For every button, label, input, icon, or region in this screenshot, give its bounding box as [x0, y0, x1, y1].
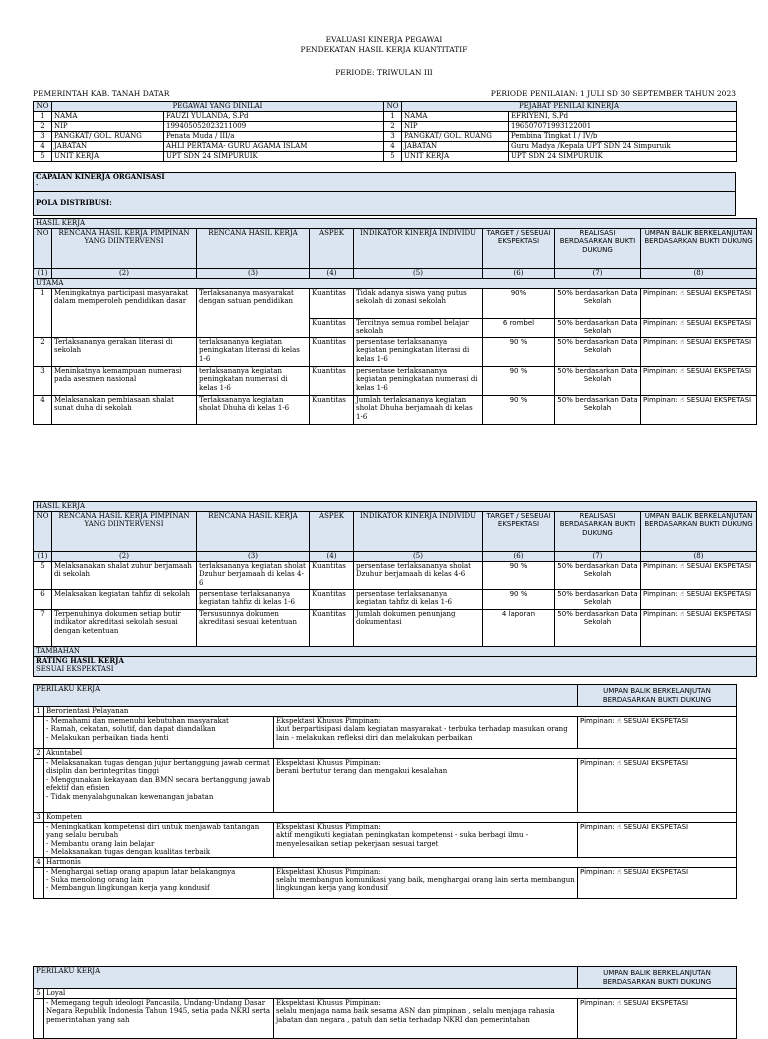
- identity-no: 2: [34, 122, 52, 132]
- feedback-cell: [578, 823, 737, 858]
- doc-title-1: EVALUASI KINERJA PEGAWAI: [325, 35, 443, 44]
- pegawai-value: Penata Muda / III/a: [164, 132, 384, 142]
- indikator: Tidak adanya siswa yang putus sekolah di zonasi sekolah: [354, 289, 483, 319]
- feedback-cell: [578, 717, 737, 749]
- feedback-value: SESUAI EKSPETASI: [686, 562, 752, 570]
- feedback-prefix: Pimpinan:: [580, 867, 615, 876]
- realisasi: 50% berdasarkan Data Sekolah: [555, 610, 641, 647]
- col-number: (1): [34, 269, 52, 279]
- identity-label: NIP: [52, 122, 164, 132]
- perilaku-point: - Melaksanakan tugas dengan kualitas terbaik: [46, 848, 211, 857]
- col-header-indikator: INDIKATOR KINERJA INDIVIDU: [354, 229, 483, 269]
- identity-label: UNIT KERJA: [52, 152, 164, 162]
- perilaku-detail-row: [34, 867, 737, 898]
- row-no: 3: [34, 367, 52, 396]
- penilai-value: Guru Madya /Kepala UPT SDN 24 Simpuruik: [509, 142, 737, 152]
- perilaku-title-row: [34, 749, 737, 759]
- indikator: persentase terlaksananya kegiatan tahfiz di kelas 1-6: [354, 590, 483, 610]
- ekspektasi-label: Ekspektasi Khusus Pimpinan:: [276, 759, 381, 767]
- perilaku-spacer: [34, 717, 44, 749]
- rhk-pimpinan: Melaksakan kegiatan tahfiz di sekolah: [52, 590, 197, 610]
- feedback-cell: [641, 338, 757, 367]
- thumbs-up-icon: ☝: [614, 823, 624, 831]
- perilaku-spacer: [34, 823, 44, 858]
- ekspektasi-text: selalu menjaga nama baik sesama ASN dan pimpinan , selalu menjaga rahasia jabatan dan negara , patuh dan setia terhadap NKRI dan pemerintahan: [276, 1007, 555, 1024]
- utama-row: [34, 279, 757, 289]
- feedback-value: SESUAI EKSPETASI: [623, 823, 689, 831]
- col-number: (3): [197, 269, 310, 279]
- aspek: Kuantitas: [310, 562, 354, 590]
- identity-label-2: NIP: [402, 122, 509, 132]
- aspek: Kuantitas: [310, 289, 354, 319]
- hasil-kerja-table-2: [33, 501, 757, 677]
- pegawai-value: UPT SDN 24 SIMPURUIK: [164, 152, 384, 162]
- realisasi: 50% berdasarkan Data Sekolah: [555, 289, 641, 319]
- identity-label-2: UNIT KERJA: [402, 152, 509, 162]
- aspek: Kuantitas: [310, 367, 354, 396]
- realisasi: 50% berdasarkan Data Sekolah: [555, 367, 641, 396]
- pegawai-value: AHLI PERTAMA- GURU AGAMA ISLAM: [164, 142, 384, 152]
- row-no: 5: [34, 562, 52, 590]
- penilai-value: EFRIYENI, S.Pd: [509, 112, 737, 122]
- perilaku-table-2: [33, 966, 737, 1039]
- realisasi: 50% berdasarkan Data Sekolah: [555, 396, 641, 425]
- target: 90 %: [483, 367, 555, 396]
- rhk: Terlaksananya kegiatan sholat Dhuha di kelas 1-6: [197, 396, 310, 425]
- rhk: terlaksananya kegiatan sholat Dzuhur berjamaah di kelas 4-6: [197, 562, 310, 590]
- pegawai-value: FAUZI YULANDA, S.Pd: [164, 112, 384, 122]
- feedback-cell: [578, 759, 737, 813]
- utama-label: UTAMA: [34, 279, 757, 289]
- col-header-target: TARGET / SESEUAI EKSPEKTASI: [483, 512, 555, 552]
- feedback-prefix: Pimpinan:: [580, 823, 615, 831]
- row-no: 7: [34, 610, 52, 647]
- thumbs-up-icon: ☝: [677, 289, 687, 297]
- hasil-kerja-row: [34, 610, 757, 647]
- header-row: [34, 512, 757, 552]
- col-number: (2): [52, 269, 197, 279]
- col-header-no: NO: [34, 229, 52, 269]
- identity-row: [34, 152, 737, 162]
- rating-cell: [34, 657, 757, 677]
- feedback-prefix: Pimpinan:: [643, 319, 678, 327]
- aspek: Kuantitas: [310, 338, 354, 367]
- rhk-pimpinan: Melaksanakan shalat zuhur berjamaah di sekolah: [52, 562, 197, 590]
- realisasi: 50% berdasarkan Data Sekolah: [555, 562, 641, 590]
- identity-label-2: JABATAN: [402, 142, 509, 152]
- rhk-pimpinan: Melaksanakan pembiasaan shalat sunat duha di sekolah: [52, 396, 197, 425]
- target: 4 laporan: [483, 610, 555, 647]
- perilaku-no: 1: [34, 707, 44, 717]
- perilaku-title: Harmonis: [44, 857, 737, 867]
- col-no: NO: [34, 102, 52, 112]
- feedback-cell: [641, 590, 757, 610]
- perilaku-point: - Membantu orang lain belajar: [46, 839, 155, 848]
- hasil-kerja-section: HASIL KERJA: [34, 502, 757, 512]
- identity-no-2: 5: [384, 152, 402, 162]
- aspek: Kuantitas: [310, 319, 354, 338]
- perilaku-title: Berorientasi Pelayanan: [44, 707, 737, 717]
- perilaku-umpan-header: UMPAN BALIK BERKELANJUTAN BERDASARKAN BUKTI DUKUNG: [578, 685, 737, 707]
- thumbs-up-icon: ☝: [677, 338, 687, 346]
- col-header-no: NO: [34, 512, 52, 552]
- feedback-value: SESUAI EKSPETASI: [686, 367, 752, 375]
- rhk-pimpinan: Terpenuhinya dokumen setiap butir indikator akreditasi sekolah sesuai dengan ketentuan: [52, 610, 197, 647]
- hasil-kerja-row: [34, 396, 757, 425]
- ekspektasi-cell: [274, 717, 578, 749]
- feedback-prefix: Pimpinan:: [643, 396, 678, 404]
- feedback-value: SESUAI EKSPETASI: [623, 717, 689, 725]
- feedback-prefix: Pimpinan:: [643, 590, 678, 598]
- perilaku-detail-row: [34, 999, 737, 1039]
- feedback-value: SESUAI EKSPETASI: [686, 289, 752, 297]
- tambahan-row: [34, 647, 757, 657]
- hasil-kerja-row: [34, 289, 757, 319]
- col-number: (4): [310, 269, 354, 279]
- feedback-cell: [641, 289, 757, 319]
- perilaku-spacer: [34, 867, 44, 898]
- penilai-value: 196507071993122001: [509, 122, 737, 132]
- doc-period: PERIODE: TRIWULAN III: [335, 68, 433, 77]
- col-no-2: NO: [384, 102, 402, 112]
- feedback-prefix: Pimpinan:: [643, 338, 678, 346]
- rhk-pimpinan: Meningkatnya participasi masyarakat dalam memperoleh pendidikan dasar: [52, 289, 197, 338]
- feedback-prefix: Pimpinan:: [643, 562, 678, 570]
- ekspektasi-label: Ekspektasi Khusus Pimpinan:: [276, 999, 381, 1007]
- doc-title-2: PENDEKATAN HASIL KERJA KUANTITATIF: [300, 45, 468, 54]
- header-row: [34, 229, 757, 269]
- feedback-cell: [641, 319, 757, 338]
- feedback-cell: [641, 396, 757, 425]
- ekspektasi-text: berani bertutur terang dan mengakui kesalahan: [276, 767, 448, 776]
- identity-label: JABATAN: [52, 142, 164, 152]
- rhk: persentase terlaksananya kegiatan tahfiz di kelas 1-6: [197, 590, 310, 610]
- target: 90 %: [483, 590, 555, 610]
- indikator: persentase terlaksananya kegiatan peningkatan literasi di kelas 1-6: [354, 338, 483, 367]
- row-no: 6: [34, 590, 52, 610]
- col-number: (8): [641, 269, 757, 279]
- col-number: (4): [310, 552, 354, 562]
- target: 90 %: [483, 396, 555, 425]
- ekspektasi-cell: [274, 823, 578, 858]
- ekspektasi-cell: [274, 867, 578, 898]
- realisasi: 50% berdasarkan Data Sekolah: [555, 319, 641, 338]
- thumbs-up-icon: ☝: [677, 562, 687, 570]
- indikator: persentase terlaksananya sholat Dzuhur berjamaah di kelas 4-6: [354, 562, 483, 590]
- hasil-kerja-row: [34, 590, 757, 610]
- hasil-kerja-row: [34, 338, 757, 367]
- col-header-realisasi: REALISASI BERDASARKAN BUKTI DUKUNG: [555, 229, 641, 269]
- feedback-cell: [578, 999, 737, 1039]
- organization-name: PEMERINTAH KAB. TANAH DATAR: [33, 89, 170, 98]
- col-number: (7): [555, 269, 641, 279]
- col-header-target: TARGET / SESEUAI EKSPEKTASI: [483, 229, 555, 269]
- ekspektasi-text: selalu membangun komunikasi yang baik, menghargai orang lain serta membangun lingkungan kerja yang kondusif: [276, 875, 575, 893]
- row-no: 4: [34, 396, 52, 425]
- ekspektasi-label: Ekspektasi Khusus Pimpinan:: [276, 823, 381, 831]
- indikator: Jumlah terlaksananya kegiatan sholat Dhuha berjamaah di kelas 1-6: [354, 396, 483, 425]
- perilaku-point: - Ramah, cekatan, solutif, dan dapat diandalkan: [46, 725, 216, 734]
- aspek: Kuantitas: [310, 610, 354, 647]
- thumbs-up-icon: ☝: [677, 319, 687, 327]
- rhk: terlaksananya kegiatan peningkatan numerasi di kelas 1-6: [197, 367, 310, 396]
- identity-no-2: 4: [384, 142, 402, 152]
- ekspektasi-cell: [274, 759, 578, 813]
- perilaku-no: 5: [34, 989, 44, 999]
- perilaku-title-row: [34, 857, 737, 867]
- perilaku-detail-row: [34, 717, 737, 749]
- perilaku-header: PERILAKU KERJA: [34, 685, 578, 707]
- feedback-prefix: Pimpinan:: [643, 289, 678, 297]
- perilaku-point: - Memahami dan memenuhi kebutuhan masyarakat: [46, 717, 229, 725]
- penilai-header: PEJABAT PENILAI KINERJA: [402, 102, 737, 112]
- identity-row: [34, 132, 737, 142]
- feedback-value: SESUAI EKSPETASI: [686, 610, 752, 618]
- identity-label: NAMA: [52, 112, 164, 122]
- rhk: Tersusunnya dokumen akreditasi sesuai ketentuan: [197, 610, 310, 647]
- penilai-value: Pembina Tingkat I / IV/b: [509, 132, 737, 142]
- hasil-kerja-table-1: [33, 218, 757, 425]
- thumbs-up-icon: ☝: [614, 999, 624, 1007]
- perilaku-header-row: [34, 967, 737, 989]
- thumbs-up-icon: ☝: [677, 367, 687, 375]
- perilaku-detail-row: [34, 759, 737, 813]
- identity-no: 5: [34, 152, 52, 162]
- assessment-period: PERIODE PENILAIAN: 1 JULI SD 30 SEPTEMBER TAHUN 2023: [490, 89, 736, 98]
- thumbs-up-icon: ☝: [677, 590, 687, 598]
- rhk-pimpinan: Terlaksananya gerakan literasi di sekolah: [52, 338, 197, 367]
- aspek: Kuantitas: [310, 396, 354, 425]
- feedback-value: SESUAI EKSPETASI: [686, 319, 752, 327]
- col-number: (1): [34, 552, 52, 562]
- perilaku-header: PERILAKU KERJA: [34, 967, 578, 989]
- perilaku-point: - Menggunakan kekayaan dan BMN secara bertanggung jawab efektif dan efisien: [46, 775, 271, 793]
- ekspektasi-label: Ekspektasi Khusus Pimpinan:: [276, 867, 381, 876]
- perilaku-no: 3: [34, 813, 44, 823]
- number-row: [34, 269, 757, 279]
- perilaku-title: Loyal: [44, 989, 737, 999]
- target: 90 %: [483, 562, 555, 590]
- section-row: [34, 219, 757, 229]
- col-header-umpan: UMPAN BALIK BERKELANJUTAN BERDASARKAN BUKTI DUKUNG: [641, 229, 757, 269]
- section-row: [34, 502, 757, 512]
- perilaku-no: 4: [34, 857, 44, 867]
- document-header: [0, 35, 768, 78]
- organisasi-value: -: [36, 181, 39, 190]
- row-no: 1: [34, 289, 52, 338]
- indikator: Tercitnya semua rombel belajar sekolah: [354, 319, 483, 338]
- thumbs-up-icon: ☝: [677, 396, 687, 404]
- rhk: terlaksananya kegiatan peningkatan literasi di kelas 1-6: [197, 338, 310, 367]
- col-number: (8): [641, 552, 757, 562]
- perilaku-header-row: [34, 685, 737, 707]
- feedback-prefix: Pimpinan:: [580, 999, 615, 1007]
- col-number: (6): [483, 552, 555, 562]
- pegawai-value: 199405052023211009: [164, 122, 384, 132]
- perilaku-point: - Membangun lingkungan kerja yang kondusif: [46, 884, 210, 893]
- col-number: (5): [354, 269, 483, 279]
- feedback-value: SESUAI EKSPETASI: [686, 590, 752, 598]
- identity-no-2: 3: [384, 132, 402, 142]
- col-header-rhk: RENCANA HASIL KERJA: [197, 512, 310, 552]
- rating-row: [34, 657, 757, 677]
- ekspektasi-label: Ekspektasi Khusus Pimpinan:: [276, 717, 381, 725]
- perilaku-points: [44, 867, 274, 898]
- col-header-realisasi: REALISASI BERDASARKAN BUKTI DUKUNG: [555, 512, 641, 552]
- identity-no: 3: [34, 132, 52, 142]
- indikator: Jumlah dokumen penunjang dokumentasi: [354, 610, 483, 647]
- perilaku-title: Kompeten: [44, 813, 737, 823]
- perilaku-detail-row: [34, 823, 737, 858]
- target: 90 %: [483, 338, 555, 367]
- identity-label-2: PANGKAT/ GOL. RUANG: [402, 132, 509, 142]
- identity-no-2: 2: [384, 122, 402, 132]
- perilaku-point: - Menghargai setiap orang apapun latar belakangnya: [46, 867, 236, 876]
- rating-value: SESUAI EKSPEKTASI: [36, 665, 114, 674]
- thumbs-up-icon: ☝: [677, 610, 687, 618]
- row-no: 2: [34, 338, 52, 367]
- target: 6 rombel: [483, 319, 555, 338]
- perilaku-point: - Suka menolong orang lain: [46, 875, 144, 884]
- header-row: [33, 89, 736, 98]
- thumbs-up-icon: ☝: [614, 867, 624, 876]
- perilaku-points: [44, 717, 274, 749]
- thumbs-up-icon: ☝: [614, 759, 624, 767]
- pegawai-header: PEGAWAI YANG DINILAI: [52, 102, 384, 112]
- col-header-rhk-pimpinan: RENCANA HASIL KERJA PIMPINAN YANG DIINTERVENSI: [52, 229, 197, 269]
- ekspektasi-text: aktif mengikuti kegiatan peningkatan kompetensi - suka berbagi ilmu - menyelesaikan setiap pekerjaan sesuai target: [276, 831, 529, 848]
- identity-label-2: NAMA: [402, 112, 509, 122]
- perilaku-point: - Melakukan perbaikan tiada henti: [46, 733, 169, 742]
- tambahan-label: TAMBAHAN: [34, 647, 757, 657]
- perilaku-title-row: [34, 707, 737, 717]
- feedback-cell: [641, 367, 757, 396]
- realisasi: 50% berdasarkan Data Sekolah: [555, 338, 641, 367]
- thumbs-up-icon: ☝: [614, 717, 624, 725]
- identity-no: 4: [34, 142, 52, 152]
- col-header-aspek: ASPEK: [310, 512, 354, 552]
- col-number: (3): [197, 552, 310, 562]
- perilaku-points: [44, 823, 274, 858]
- penilai-value: UPT SDN 24 SIMPURUIK: [509, 152, 737, 162]
- identity-row: [34, 112, 737, 122]
- feedback-value: SESUAI EKSPETASI: [686, 338, 752, 346]
- identity-row: [34, 142, 737, 152]
- identity-row: [34, 122, 737, 132]
- col-number: (2): [52, 552, 197, 562]
- perilaku-spacer: [34, 759, 44, 813]
- perilaku-title-row: [34, 989, 737, 999]
- perilaku-no: 2: [34, 749, 44, 759]
- col-number: (6): [483, 269, 555, 279]
- feedback-cell: [578, 867, 737, 898]
- hasil-kerja-row: [34, 562, 757, 590]
- indikator: persentase terlaksananya kegiatan peningkatan numerasi di kelas 1-6: [354, 367, 483, 396]
- identity-no: 1: [34, 112, 52, 122]
- perilaku-title: Akuntabel: [44, 749, 737, 759]
- perilaku-points: [44, 999, 274, 1039]
- aspek: Kuantitas: [310, 590, 354, 610]
- perilaku-umpan-header: UMPAN BALIK BERKELANJUTAN BERDASARKAN BUKTI DUKUNG: [578, 967, 737, 989]
- organisasi-table: [33, 172, 736, 216]
- col-header-umpan: UMPAN BALIK BERKELANJUTAN BERDASARKAN BUKTI DUKUNG: [641, 512, 757, 552]
- ekspektasi-cell: [274, 999, 578, 1039]
- pola-distribusi: POLA DISTRIBUSI:: [34, 192, 736, 216]
- identity-label: PANGKAT/ GOL. RUANG: [52, 132, 164, 142]
- col-header-aspek: ASPEK: [310, 229, 354, 269]
- rating-label: RATING HASIL KERJA: [36, 656, 124, 665]
- feedback-prefix: Pimpinan:: [580, 759, 615, 767]
- perilaku-point: - Melaksanakan tugas dengan jujur bertanggung jawab cermat disiplin dan berintegritas tinggi: [46, 759, 270, 776]
- rhk-pimpinan: Meninkatnya kemampuan numerasi pada asesmen nasional: [52, 367, 197, 396]
- identity-no-2: 1: [384, 112, 402, 122]
- feedback-value: SESUAI EKSPETASI: [686, 396, 752, 404]
- feedback-prefix: Pimpinan:: [643, 610, 678, 618]
- col-header-rhk: RENCANA HASIL KERJA: [197, 229, 310, 269]
- ekspektasi-text: ikut berpartisipasi dalam kegiatan masyarakat - terbuka terhadap masukan orang lain - melakukan refleksi diri dan melakukan perbaikan: [276, 725, 568, 742]
- col-number: (7): [555, 552, 641, 562]
- hasil-kerja-row: [34, 367, 757, 396]
- feedback-cell: [641, 610, 757, 647]
- col-header-rhk-pimpinan: RENCANA HASIL KERJA PIMPINAN YANG DIINTERVENSI: [52, 512, 197, 552]
- perilaku-title-row: [34, 813, 737, 823]
- feedback-value: SESUAI EKSPETASI: [623, 999, 689, 1007]
- feedback-prefix: Pimpinan:: [580, 717, 615, 725]
- feedback-value: SESUAI EKSPETASI: [623, 759, 689, 767]
- identity-table: [33, 101, 737, 162]
- rhk: Terlaksananya masyarakat dengan satuan pendidikan: [197, 289, 310, 338]
- number-row: [34, 552, 757, 562]
- organisasi-label: CAPAIAN KINERJA ORGANISASI: [36, 172, 165, 181]
- perilaku-spacer: [34, 999, 44, 1039]
- col-header-indikator: INDIKATOR KINERJA INDIVIDU: [354, 512, 483, 552]
- col-number: (5): [354, 552, 483, 562]
- target: 90%: [483, 289, 555, 319]
- feedback-value: SESUAI EKSPETASI: [623, 867, 689, 876]
- feedback-cell: [641, 562, 757, 590]
- hasil-kerja-section: HASIL KERJA: [34, 219, 757, 229]
- perilaku-point: - Tidak menyalahgunakan kewenangan jabatan: [46, 792, 214, 801]
- perilaku-point: - Memegang teguh ideologi Pancasila, Undang-Undang Dasar Negara Republik Indonesia Tahun 1945, setia pada NKRI serta pemerintahan yang sah: [46, 999, 271, 1024]
- feedback-prefix: Pimpinan:: [643, 367, 678, 375]
- realisasi: 50% berdasarkan Data Sekolah: [555, 590, 641, 610]
- perilaku-points: [44, 759, 274, 813]
- perilaku-table-1: [33, 684, 737, 899]
- perilaku-point: - Meningkatkan kompetensi diri untuk menjawab tantangan yang selalu berubah: [46, 823, 260, 840]
